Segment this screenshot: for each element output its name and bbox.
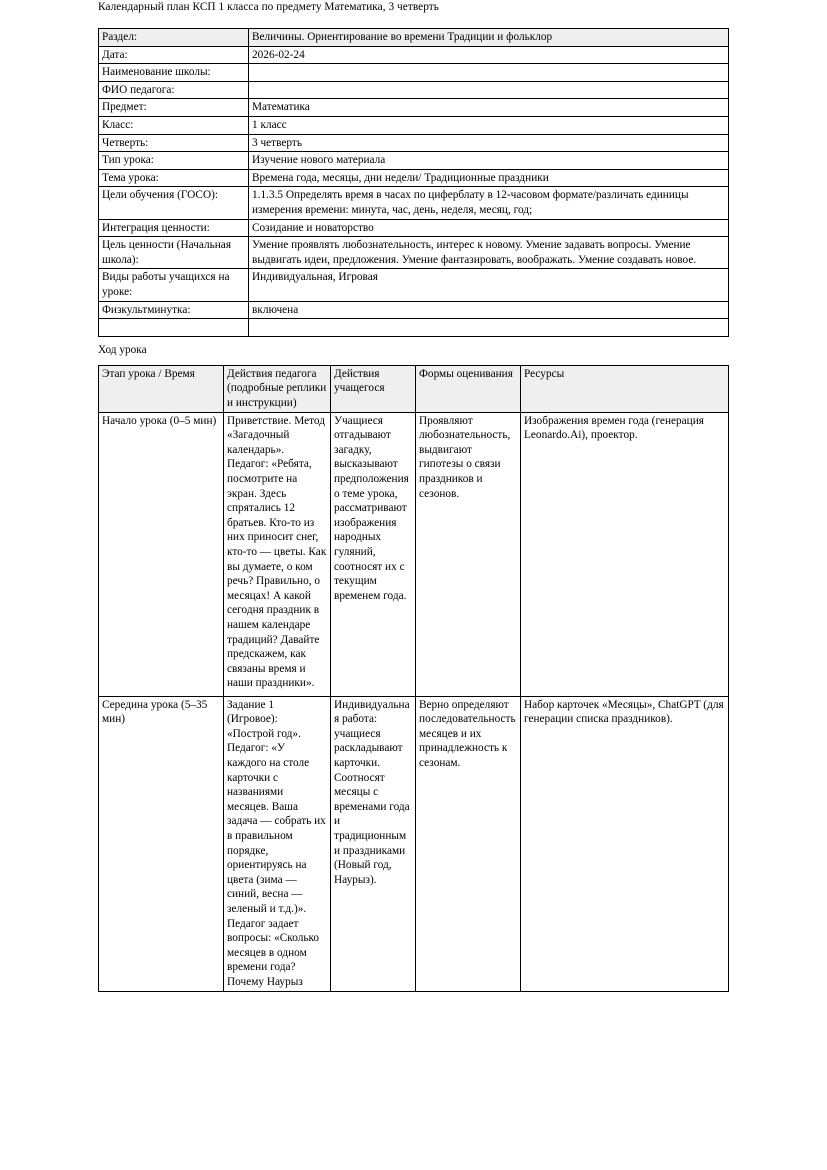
info-value-value-integration: Созидание и новаторство (249, 219, 729, 237)
column-header-resources: Ресурсы (521, 365, 729, 412)
table-row (99, 116, 729, 134)
table-row (99, 81, 729, 99)
info-key-subject: Предмет: (99, 99, 249, 117)
lesson-flow-table-body (99, 412, 729, 991)
info-key-teacher-name: ФИО педагога: (99, 81, 249, 99)
resources-cell-start: Изображения времен года (генерация Leonardo.Ai), проектор. (521, 412, 729, 696)
table-row (99, 152, 729, 170)
page-title: Календарный план КСП 1 класса по предмету Математика, 3 четверть (98, 1, 439, 13)
info-value-teacher-name (249, 81, 729, 99)
info-value-data: 2026-02-24 (249, 46, 729, 64)
info-value-lesson-topic: Времена года, месяцы, дни недели/ Традиционные праздники (249, 169, 729, 187)
column-header-student-actions: Действия учащегося (331, 365, 416, 412)
table-row (99, 29, 729, 47)
info-key-value-integration: Интеграция ценности: (99, 219, 249, 237)
teacher-actions-cell-start: Приветствие. Метод «Загадочный календарь». Педагог: «Ребята, посмотрите на экран. Здесь спрятались 12 братьев. Кто-то из них приносит снег, кто-то — цветы. Как вы думаете, о ком речь? Правильно, о месяцах! А какой сегодня праздник в нашем календаре традиций? Давайте предскажем, как связаны время и наши праздники». (224, 412, 331, 696)
info-key-value-goal: Цель ценности (Начальная школа): (99, 237, 249, 269)
info-value-value-goal: Умение проявлять любознательность, интерес к новому. Умение задавать вопросы. Умение выдвигать идеи, предложения. Умение фантазировать, воображать. Умение создавать новое. (249, 237, 729, 269)
table-row (99, 46, 729, 64)
info-value-physical-break: включена (249, 301, 729, 319)
info-key-work-types: Виды работы учащихся на уроке: (99, 269, 249, 301)
info-key-school: Наименование школы: (99, 64, 249, 82)
table-row (99, 134, 729, 152)
resources-cell-middle: Набор карточек «Месяцы», ChatGPT (для генерации списка праздников). (521, 696, 729, 991)
info-key-razdel: Раздел: (99, 29, 249, 47)
column-header-stage: Этап урока / Время (99, 365, 224, 412)
document-content (98, 0, 730, 992)
info-key-data: Дата: (99, 46, 249, 64)
info-value-learning-objectives: 1.1.3.5 Определять время в часах по циферблату в 12-часовом формате/различать единицы измерения времени: минута, час, день, неделя, месяц, год; (249, 187, 729, 219)
info-value-empty (249, 319, 729, 337)
info-value-work-types: Индивидуальная, Игровая (249, 269, 729, 301)
assessment-cell-middle: Верно определяют последовательность месяцев и их принадлежность к сезонам. (416, 696, 521, 991)
info-value-grade: 1 класс (249, 116, 729, 134)
lesson-info-table (98, 28, 729, 337)
info-value-lesson-type: Изучение нового материала (249, 152, 729, 170)
info-key-learning-objectives: Цели обучения (ГОСО): (99, 187, 249, 219)
table-row (99, 301, 729, 319)
table-row (99, 269, 729, 301)
table-row (99, 237, 729, 269)
student-actions-cell-middle: Индивидуальная работа: учащиеся раскладывают карточки. Соотносят месяцы с временами года и традиционными праздниками (Новый год, Наурыз). (331, 696, 416, 991)
table-row (99, 187, 729, 219)
stage-cell-start: Начало урока (0–5 мин) (99, 412, 224, 696)
assessment-cell-start: Проявляют любознательность, выдвигают гипотезы о связи праздников и сезонов. (416, 412, 521, 696)
info-key-grade: Класс: (99, 116, 249, 134)
info-key-empty (99, 319, 249, 337)
info-value-razdel: Величины. Ориентирование во времени Традиции и фольклор (249, 29, 729, 47)
info-key-lesson-topic: Тема урока: (99, 169, 249, 187)
column-header-teacher-actions: Действия педагога (подробные реплики и инструкции) (224, 365, 331, 412)
table-header-row (99, 365, 729, 412)
table-row (99, 64, 729, 82)
column-header-assessment-forms: Формы оценивания (416, 365, 521, 412)
info-value-school (249, 64, 729, 82)
table-row (99, 219, 729, 237)
info-key-physical-break: Физкультминутка: (99, 301, 249, 319)
info-value-quarter: 3 четверть (249, 134, 729, 152)
lesson-flow-table (98, 365, 729, 992)
table-row (99, 99, 729, 117)
student-actions-cell-start: Учащиеся отгадывают загадку, высказывают предположения о теме урока, рассматривают изображения народных гуляний, соотносят их с текущим временем года. (331, 412, 416, 696)
info-key-lesson-type: Тип урока: (99, 152, 249, 170)
table-row (99, 169, 729, 187)
teacher-actions-cell-middle: Задание 1 (Игровое): «Построй год». Педагог: «У каждого на столе карточки с названиями месяцев. Ваша задача — собрать их в правильном порядке, ориентируясь на цвета (зима — синий, весна — зеленый и т.д.)». Педагог задает вопросы: «Сколько месяцев в одном времени года? Почему Наурыз (224, 696, 331, 991)
table-row (99, 696, 729, 991)
lesson-flow-caption: Ход урока (98, 343, 147, 356)
stage-cell-middle: Середина урока (5–35 мин) (99, 696, 224, 991)
lesson-info-table-body (99, 29, 729, 337)
lesson-flow-table-head (99, 365, 729, 412)
table-row (99, 319, 729, 337)
info-value-subject: Математика (249, 99, 729, 117)
info-key-quarter: Четверть: (99, 134, 249, 152)
table-row (99, 412, 729, 696)
